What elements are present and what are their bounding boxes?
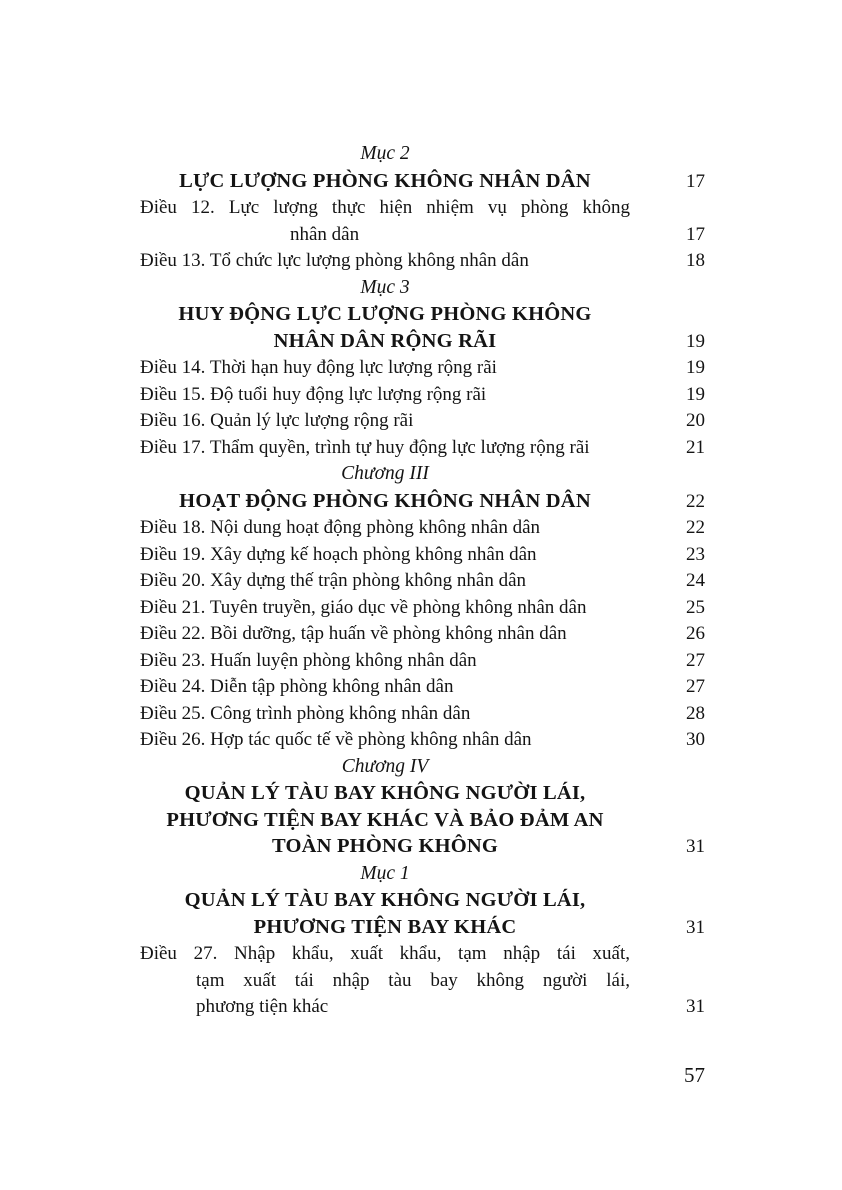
toc-line-text: Chương IV bbox=[341, 755, 429, 777]
toc-line-text: Điều 20. Xây dựng thế trận phòng không nhân dân bbox=[140, 570, 527, 591]
toc-row bbox=[140, 488, 705, 516]
toc-row bbox=[140, 941, 705, 1021]
toc-page-number: 17 bbox=[686, 170, 705, 192]
toc-line-text: Điều 25. Công trình phòng không nhân dân bbox=[140, 702, 471, 724]
toc-line bbox=[140, 408, 705, 435]
toc-line-text: Điều 17. Thẩm quyền, trình tự huy động lực lượng rộng rãi bbox=[140, 436, 590, 458]
toc-row bbox=[140, 621, 705, 648]
toc-row bbox=[140, 674, 705, 701]
toc-page-number: 31 bbox=[686, 996, 705, 1017]
toc-page-number: 23 bbox=[686, 543, 705, 565]
toc-line bbox=[140, 754, 705, 781]
toc-line-text: Điều 23. Huấn luyện phòng không nhân dân bbox=[140, 649, 477, 671]
toc-line-text: Chương III bbox=[341, 463, 429, 484]
toc-page-number: 31 bbox=[686, 916, 705, 938]
toc-page-number: 28 bbox=[686, 702, 705, 724]
toc-line bbox=[140, 382, 705, 409]
toc-row bbox=[140, 248, 705, 275]
toc-line bbox=[140, 727, 705, 754]
toc-line bbox=[140, 861, 705, 888]
toc-line-text: QUẢN LÝ TÀU BAY KHÔNG NGƯỜI LÁI, bbox=[184, 782, 586, 804]
toc-row bbox=[140, 648, 705, 675]
toc-row bbox=[140, 754, 705, 781]
toc-line-text: Mục 3 bbox=[360, 276, 410, 298]
toc-line-text: Điều 16. Quản lý lực lượng rộng rãi bbox=[140, 410, 414, 431]
toc-row bbox=[140, 275, 705, 302]
toc-line bbox=[140, 568, 705, 595]
toc-line-text: Điều 13. Tổ chức lực lượng phòng không nhân dân bbox=[140, 250, 529, 271]
toc-row bbox=[140, 515, 705, 542]
toc-line bbox=[140, 355, 705, 382]
toc-row bbox=[140, 461, 705, 488]
toc-line bbox=[140, 780, 705, 807]
toc-line bbox=[140, 994, 705, 1021]
toc-page-number: 25 bbox=[686, 596, 705, 618]
toc-line-text: Mục 1 bbox=[360, 862, 410, 884]
toc-line bbox=[140, 648, 705, 675]
toc-row bbox=[140, 195, 705, 248]
toc-line-text: nhân dân bbox=[290, 223, 360, 245]
toc-page-number: 19 bbox=[686, 357, 705, 378]
toc-row bbox=[140, 168, 705, 196]
page-footer bbox=[140, 1063, 705, 1088]
toc-line-text: phương tiện khác bbox=[196, 996, 329, 1017]
toc-page-number: 24 bbox=[686, 570, 705, 591]
toc-page-number: 22 bbox=[686, 517, 705, 538]
toc bbox=[140, 141, 705, 1021]
toc-line-text: Điều 22. Bồi dưỡng, tập huấn về phòng không nhân dân bbox=[140, 623, 567, 644]
toc-line bbox=[140, 542, 705, 569]
toc-row bbox=[140, 355, 705, 382]
toc-line-text: Mục 2 bbox=[360, 143, 410, 164]
toc-line bbox=[140, 807, 705, 834]
toc-page-number: 27 bbox=[686, 676, 705, 697]
toc-line-text: Điều 27. Nhập khẩu, xuất khẩu, tạm nhập tái xuất, bbox=[140, 943, 630, 964]
toc-line bbox=[140, 301, 705, 328]
toc-page-number: 20 bbox=[686, 410, 705, 431]
toc-line bbox=[140, 195, 705, 222]
toc-page-number: 17 bbox=[686, 223, 705, 245]
toc-page-number: 19 bbox=[686, 330, 705, 352]
toc-row bbox=[140, 301, 705, 355]
toc-line-text: Điều 18. Nội dung hoạt động phòng không nhân dân bbox=[140, 517, 541, 538]
toc-line-text: PHƯƠNG TIỆN BAY KHÁC VÀ BẢO ĐẢM AN bbox=[166, 808, 604, 831]
toc-line bbox=[140, 968, 705, 995]
toc-line bbox=[140, 595, 705, 622]
toc-line bbox=[140, 515, 705, 542]
toc-line bbox=[140, 701, 705, 728]
toc-line-text: HOẠT ĐỘNG PHÒNG KHÔNG NHÂN DÂN bbox=[179, 489, 591, 512]
toc-line bbox=[140, 275, 705, 302]
toc-line-text: TOÀN PHÒNG KHÔNG bbox=[271, 835, 499, 857]
toc-line bbox=[140, 941, 705, 968]
toc-line bbox=[140, 887, 705, 914]
toc-row bbox=[140, 435, 705, 462]
toc-line-text: LỰC LƯỢNG PHÒNG KHÔNG NHÂN DÂN bbox=[179, 169, 591, 192]
toc-row bbox=[140, 861, 705, 888]
toc-line-text: Điều 21. Tuyên truyền, giáo dục về phòng không nhân dân bbox=[140, 596, 587, 618]
toc-line bbox=[140, 248, 705, 275]
toc-line bbox=[140, 488, 705, 516]
toc-row bbox=[140, 408, 705, 435]
toc-line bbox=[140, 141, 705, 168]
toc-page-number: 30 bbox=[686, 729, 705, 750]
toc-line bbox=[140, 621, 705, 648]
toc-line-text: QUẢN LÝ TÀU BAY KHÔNG NGƯỜI LÁI, bbox=[184, 889, 586, 911]
toc-line-text: tạm xuất tái nhập tàu bay không người lái, bbox=[196, 969, 630, 991]
toc-line-text: Điều 14. Thời hạn huy động lực lượng rộng rãi bbox=[140, 357, 497, 378]
toc-line-text: PHƯƠNG TIỆN BAY KHÁC bbox=[253, 915, 517, 938]
toc-line bbox=[140, 168, 705, 196]
toc-row bbox=[140, 382, 705, 409]
toc-line bbox=[140, 833, 705, 861]
toc-row bbox=[140, 568, 705, 595]
folio-page-number: 57 bbox=[684, 1062, 705, 1087]
toc-row bbox=[140, 780, 705, 861]
toc-line bbox=[140, 435, 705, 462]
toc-line bbox=[140, 222, 705, 249]
toc-page-number: 21 bbox=[686, 436, 705, 458]
toc-line bbox=[140, 328, 705, 356]
toc-page-number: 26 bbox=[686, 623, 705, 644]
toc-line-text: Điều 15. Độ tuổi huy động lực lượng rộng rãi bbox=[140, 383, 487, 405]
toc-line bbox=[140, 914, 705, 942]
toc-page-number: 18 bbox=[686, 250, 705, 271]
toc-row bbox=[140, 887, 705, 941]
toc-row bbox=[140, 595, 705, 622]
toc-page-number: 19 bbox=[686, 383, 705, 405]
toc-row bbox=[140, 701, 705, 728]
toc-line bbox=[140, 461, 705, 488]
toc-line bbox=[140, 674, 705, 701]
toc-page-number: 22 bbox=[686, 490, 705, 512]
toc-page-number: 27 bbox=[686, 649, 705, 671]
toc-line-text: HUY ĐỘNG LỰC LƯỢNG PHÒNG KHÔNG bbox=[178, 303, 592, 325]
toc-page-number: 31 bbox=[686, 836, 705, 857]
toc-line-text: Điều 12. Lực lượng thực hiện nhiệm vụ phòng không bbox=[140, 197, 630, 218]
toc-row bbox=[140, 727, 705, 754]
toc-line-text: Điều 26. Hợp tác quốc tế về phòng không nhân dân bbox=[140, 729, 532, 750]
toc-line-text: Điều 19. Xây dựng kế hoạch phòng không nhân dân bbox=[140, 543, 537, 565]
toc-line-text: NHÂN DÂN RỘNG RÃI bbox=[273, 329, 497, 352]
toc-line-text: Điều 24. Diễn tập phòng không nhân dân bbox=[140, 676, 454, 697]
toc-row bbox=[140, 141, 705, 168]
toc-row bbox=[140, 542, 705, 569]
